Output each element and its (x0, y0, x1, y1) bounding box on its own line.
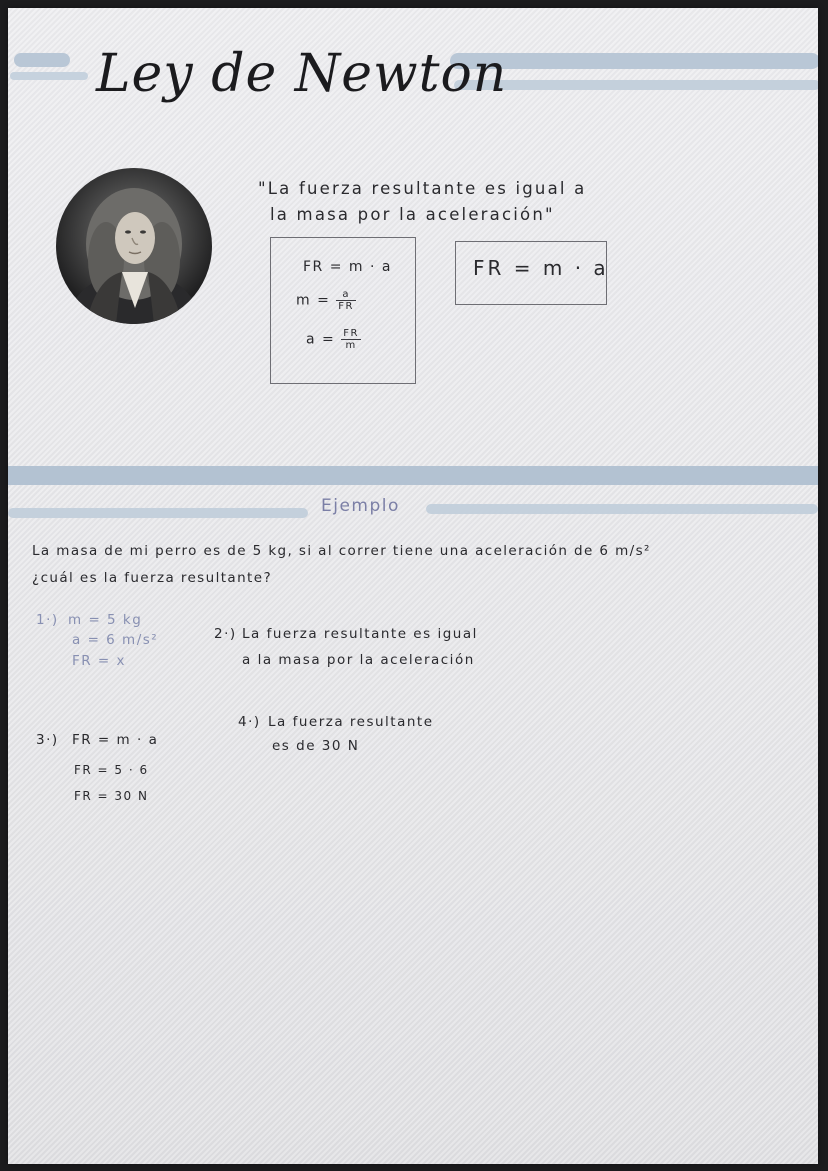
formula-a-numerator: FR (343, 328, 359, 339)
step-1-acceleration: a = 6 m/s² (72, 632, 159, 648)
formula-fr: FR = m · a (303, 259, 392, 275)
problem-statement (32, 538, 651, 592)
quote-line-2: la masa por la aceleración" (270, 205, 555, 224)
divider-stripe-right (426, 504, 818, 514)
notebook-page (8, 8, 818, 1164)
step-3-marker: 3·) (36, 732, 59, 748)
header-stripe-left-bottom (10, 72, 88, 80)
divider-stripe-top (8, 466, 818, 485)
step-4-line-2: es de 30 N (272, 738, 360, 754)
newton-quote (258, 176, 586, 228)
step-3-line-3: FR = 30 N (74, 789, 149, 803)
step-3-line-1: FR = m · a (72, 732, 159, 748)
step-1-marker: 1·) (36, 612, 59, 628)
formula-m-numerator: a (336, 289, 356, 301)
step-3-line-2: FR = 5 · 6 (74, 763, 149, 777)
portrait-illustration (56, 168, 212, 324)
step-2-line-1: La fuerza resultante es igual (242, 626, 478, 642)
formula-a (306, 328, 361, 351)
formula-m-label: m = (296, 292, 331, 309)
header-stripe-left-top (14, 53, 70, 67)
formula-a-label: a = (306, 331, 336, 348)
problem-line-2: ¿cuál es la fuerza resultante? (32, 570, 273, 586)
step-2-marker: 2·) (214, 626, 237, 642)
newton-portrait (56, 168, 212, 324)
step-4-line-1: La fuerza resultante (268, 714, 434, 730)
formula-a-fraction (341, 328, 361, 351)
step-1-mass: m = 5 kg (68, 612, 143, 628)
formula-m (296, 289, 356, 312)
main-formula: FR = m · a (473, 256, 609, 280)
page-title: Ley de Newton (96, 44, 508, 104)
step-4-marker: 4·) (238, 714, 261, 730)
quote-line-1: "La fuerza resultante es igual a (258, 179, 587, 198)
step-1-force: FR = x (72, 653, 127, 669)
formula-m-denominator: FR (338, 301, 354, 312)
formula-m-fraction (336, 289, 356, 312)
header-stripe-right-bottom (454, 80, 818, 90)
problem-line-1: La masa de mi perro es de 5 kg, si al correr tiene una aceleración de 6 m/s² (32, 543, 651, 559)
formula-a-denominator: m (345, 340, 357, 351)
step-2-line-2: a la masa por la aceleración (242, 652, 475, 668)
divider-stripe-left (8, 508, 308, 518)
section-label-ejemplo: Ejemplo (321, 496, 400, 516)
